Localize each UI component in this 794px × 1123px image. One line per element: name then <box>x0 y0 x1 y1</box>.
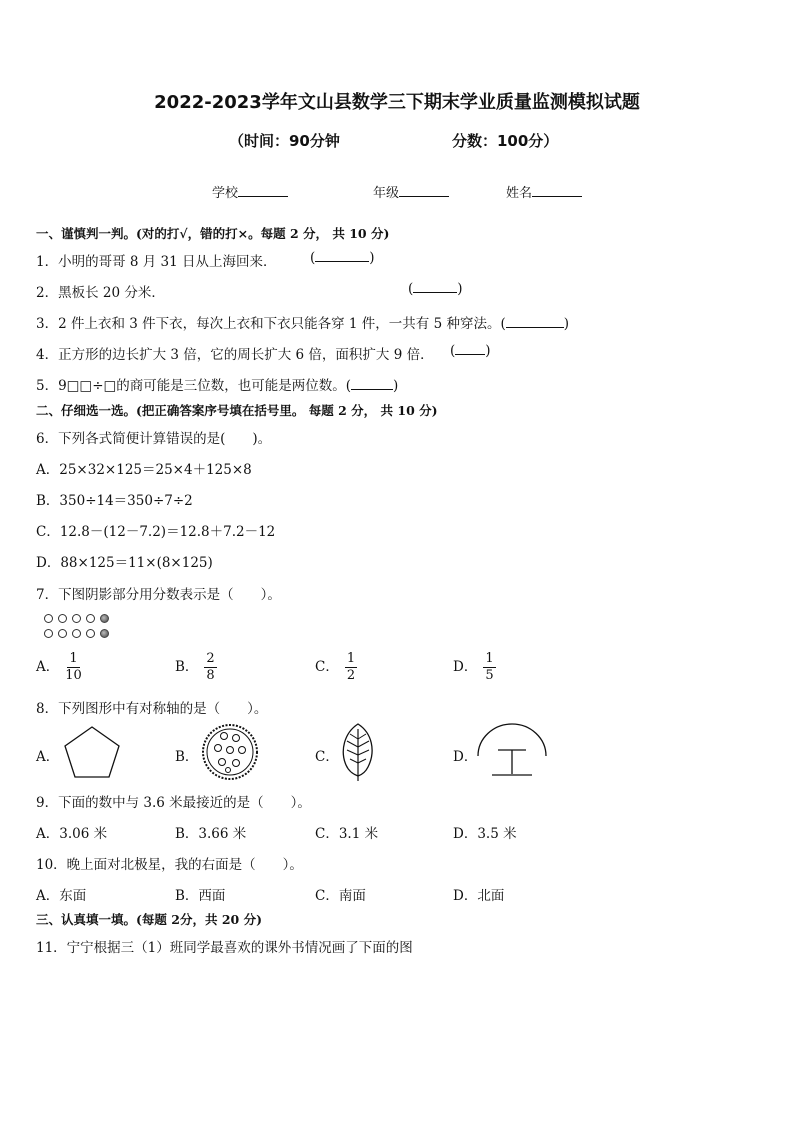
question-8: 8．下列图形中有对称轴的是（ ）。 <box>36 701 268 717</box>
shaded-circle-icon <box>100 629 109 638</box>
question-5 <box>36 374 398 394</box>
circle-icon <box>72 614 81 623</box>
bracket-open: ( <box>310 250 316 266</box>
exam-time: （时间：90分钟 <box>229 132 340 150</box>
option-9d[interactable]: D．3.5 米 <box>453 826 517 842</box>
option-8d[interactable]: D． <box>453 749 478 765</box>
option-6c[interactable]: C．12.8－(12－7.2)＝12.8＋7.2－12 <box>36 524 276 540</box>
name-field[interactable] <box>506 182 582 201</box>
bracket-close: ) <box>393 378 399 394</box>
question-9: 9．下面的数中与 3.6 米最接近的是（ ）。 <box>36 795 311 811</box>
answer-blank[interactable] <box>413 281 457 293</box>
denominator: 2 <box>346 668 356 683</box>
question-3 <box>36 312 569 332</box>
name-label: 姓名 <box>506 186 533 201</box>
option-7d[interactable] <box>453 651 496 684</box>
option-6d[interactable]: D．88×125＝11×(8×125) <box>36 555 213 571</box>
shaded-circle-icon <box>100 614 109 623</box>
school-blank[interactable] <box>238 184 288 197</box>
option-9a[interactable]: A．3.06 米 <box>36 826 108 842</box>
option-label: A． <box>36 659 60 675</box>
option-7b[interactable] <box>175 651 217 684</box>
circle-icon <box>72 629 81 638</box>
option-8a[interactable]: A． <box>36 749 60 765</box>
answer-blank[interactable] <box>351 378 393 390</box>
circle-icon <box>44 614 53 623</box>
grade-blank[interactable] <box>399 184 449 197</box>
fraction <box>345 651 357 684</box>
option-7c[interactable] <box>315 651 357 684</box>
option-7a[interactable] <box>36 651 82 684</box>
circle-icon <box>58 629 67 638</box>
option-9b[interactable]: B．3.66 米 <box>175 826 247 842</box>
section-2-heading: 二、仔细选一选。(把正确答案序号填在括号里。 每题 2 分， 共 10 分) <box>36 403 438 418</box>
question-3-text: 3．2 件上衣和 3 件下衣，每次上衣和下衣只能各穿 1 件，一共有 5 种穿法。( <box>36 316 506 332</box>
option-9c[interactable]: C．3.1 米 <box>315 826 379 842</box>
school-label: 学校 <box>212 186 239 201</box>
question-5-text: 5．9□□÷□的商可能是三位数，也可能是两位数。( <box>36 378 352 394</box>
circle-icon <box>44 629 53 638</box>
option-6b[interactable]: B．350÷14＝350÷7÷2 <box>36 493 193 509</box>
option-10b[interactable]: B．西面 <box>175 888 226 904</box>
option-label: B． <box>175 659 199 675</box>
option-10d[interactable]: D．北面 <box>453 888 505 904</box>
fraction <box>65 651 82 684</box>
answer-4[interactable] <box>450 343 491 359</box>
answer-1[interactable] <box>310 250 375 266</box>
section-1-heading: 一、谨慎判一判。(对的打√，错的打×。每题 2 分， 共 10 分) <box>36 226 390 241</box>
option-label: D． <box>453 659 478 675</box>
question-6: 6．下列各式简便计算错误的是( )。 <box>36 431 272 447</box>
answer-blank[interactable] <box>455 343 485 355</box>
fraction <box>483 651 495 684</box>
question-11: 11．宁宁根据三（1）班同学最喜欢的课外书情况画了下面的图 <box>36 940 413 956</box>
numerator: 2 <box>206 651 215 666</box>
option-8c[interactable]: C． <box>315 749 339 765</box>
numerator: 1 <box>485 651 494 666</box>
option-6a[interactable]: A．25×32×125＝25×4＋125×8 <box>36 462 252 478</box>
school-field[interactable] <box>212 182 288 201</box>
denominator: 5 <box>485 668 494 683</box>
bracket-close: ) <box>457 281 463 297</box>
answer-2[interactable] <box>408 281 463 297</box>
circle-icon <box>86 629 95 638</box>
arch-figure-icon <box>476 722 548 780</box>
option-label: C． <box>315 659 339 675</box>
question-1: 1．小明的哥哥 8 月 31 日从上海回来． <box>36 254 277 270</box>
answer-blank[interactable] <box>506 316 564 328</box>
option-10a[interactable]: A．东面 <box>36 888 87 904</box>
leaf-icon <box>338 721 378 783</box>
page-title: 2022-2023学年文山县数学三下期末学业质量监测模拟试题 <box>154 92 640 113</box>
section-3-heading: 三、认真填一填。(每题 2分，共 20 分) <box>36 912 262 927</box>
grade-field[interactable] <box>373 182 449 201</box>
bracket-close: ) <box>563 316 570 332</box>
bracket-open: ( <box>408 281 414 297</box>
option-10c[interactable]: C．南面 <box>315 888 366 904</box>
circle-icon <box>86 614 95 623</box>
answer-blank[interactable] <box>315 250 369 262</box>
numerator: 1 <box>69 651 78 666</box>
question-4: 4．正方形的边长扩大 3 倍，它的周长扩大 6 倍，面积扩大 9 倍． <box>36 347 434 363</box>
question-7: 7．下图阴影部分用分数表示是（ ）。 <box>36 587 281 603</box>
denominator: 10 <box>65 668 82 683</box>
question-2: 2．黑板长 20 分米． <box>36 285 165 301</box>
option-8b[interactable]: B． <box>175 749 199 765</box>
denominator: 8 <box>206 668 215 683</box>
cookie-icon <box>200 722 260 782</box>
grade-label: 年级 <box>373 186 400 201</box>
circle-icon <box>58 614 67 623</box>
bracket-close: ) <box>485 343 491 359</box>
name-blank[interactable] <box>532 184 582 197</box>
exam-score: 分数：100分） <box>452 132 559 150</box>
question-10: 10．晚上面对北极星，我的右面是（ ）。 <box>36 857 303 873</box>
bracket-close: ) <box>369 250 375 266</box>
fraction <box>204 651 216 684</box>
pentagon-icon <box>62 724 122 780</box>
numerator: 1 <box>346 651 356 666</box>
bracket-open: ( <box>450 343 456 359</box>
